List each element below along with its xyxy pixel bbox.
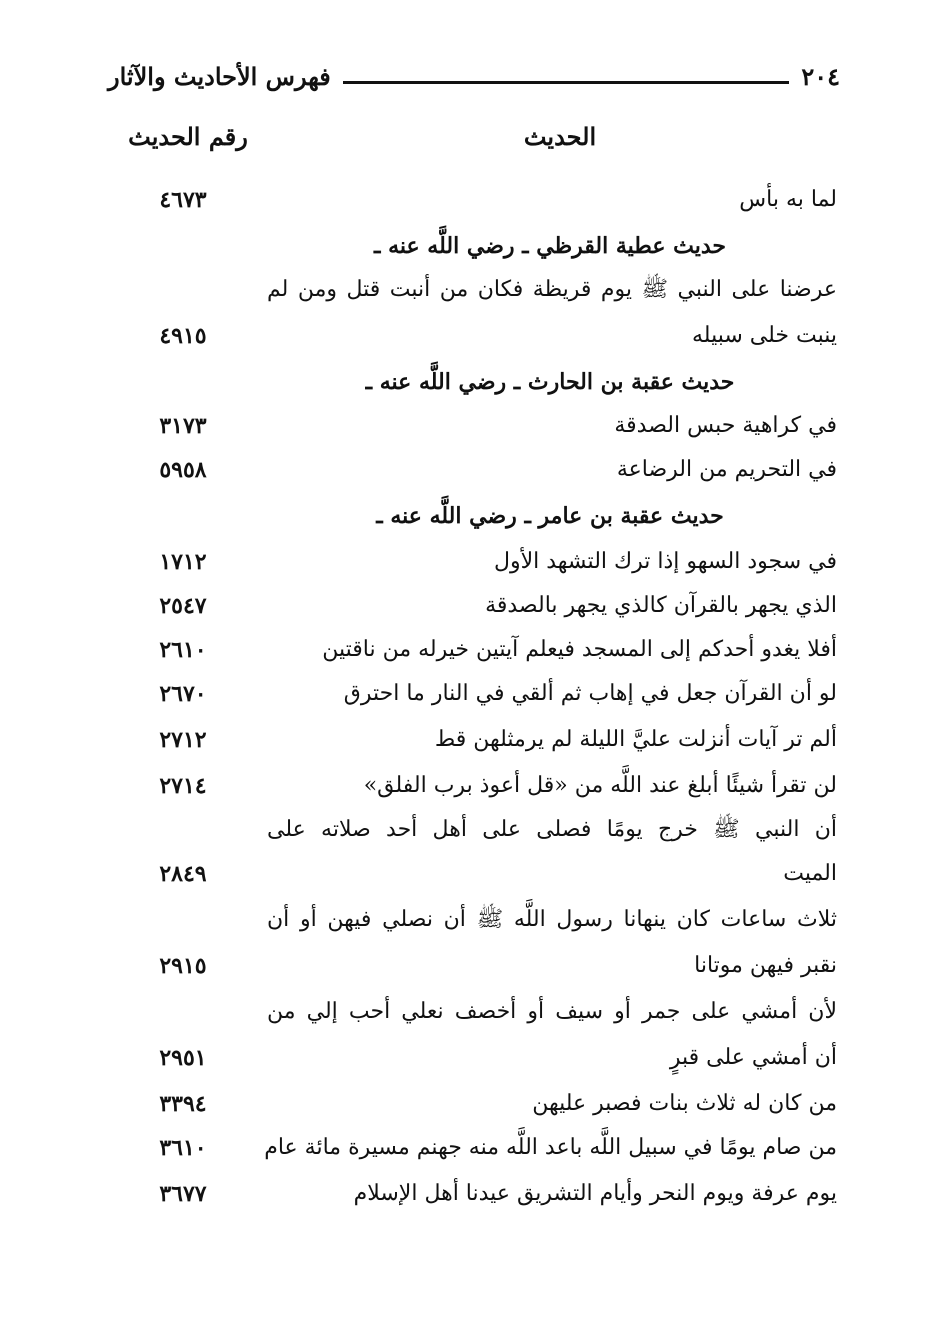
index-row [0,584,925,628]
index-row [0,628,925,672]
running-header [108,58,840,94]
hadith-number: ١٧١٢ [159,549,207,575]
hadith-text: ثلاث ساعات كان ينهانا رسول اللَّه ﷺ أن نصلي فيهن أو أن [267,907,837,932]
hadith-text: أن النبي ﷺ خرج يومًا فصلى على أهل أحد صلاته على [267,817,837,842]
index-row [0,764,925,808]
hadith-number: ٣٣٩٤ [159,1091,207,1117]
hadith-text: نقبر فيهن موتانا [694,953,837,978]
hadith-text: لن تقرأ شيئًا أبلغ عند اللَّه من «قل أعوذ برب الفلق» [363,773,837,798]
hadith-number: ٢٩٥١ [159,1045,207,1071]
index-row [0,672,925,716]
index-row [0,852,925,896]
index-row [0,448,925,492]
index-row [0,314,925,358]
index-row [0,944,925,988]
hadith-text: عرضنا على النبي ﷺ يوم قريظة فكان من أنبت قتل ومن لم [267,277,837,302]
index-row [0,178,925,222]
hadith-number: ٣١٧٣ [159,413,207,439]
hadith-text: ينبت خلى سبيله [692,323,837,348]
hadith-text: في سجود السهو إذا ترك التشهد الأول [493,549,837,574]
hadith-number: ٢٦٧٠ [159,681,207,707]
index-row [0,404,925,448]
hadith-number: ٢٧١٢ [159,727,207,753]
hadith-text: يوم عرفة ويوم النحر وأيام التشريق عيدنا أهل الإسلام [353,1181,837,1206]
hadith-text: أن أمشي على قبرٍ [669,1045,837,1070]
index-row [0,718,925,762]
hadith-text: من صام يومًا في سبيل اللَّه باعد اللَّه منه جهنم مسيرة مائة عام [264,1135,837,1160]
index-row [0,540,925,584]
hadith-text: لأن أمشي على جمر أو سيف أو أخصف نعلي أحب إلي من [267,999,837,1024]
page-number: ٢٠٤ [801,61,840,91]
section-heading: حديث عقبة بن الحارث ـ رضي اللَّه عنه ـ [365,369,735,395]
hadith-number: ٢٩١٥ [159,953,207,979]
hadith-text: من كان له ثلاث بنات فصبر عليهن [532,1091,837,1116]
column-header-hadith: الحديث [523,122,597,151]
hadith-text: الميت [783,861,837,886]
header-rule [343,81,790,84]
hadith-number: ٣٦١٠ [159,1135,207,1161]
index-row [0,898,925,942]
hadith-number: ٥٩٥٨ [159,457,207,483]
hadith-number: ٤٦٧٣ [159,187,207,213]
index-row [0,1036,925,1080]
hadith-text: لما به بأس [739,187,837,212]
index-row [0,1172,925,1216]
section-heading: حديث عطية القرظي ـ رضي اللَّه عنه ـ [373,233,726,259]
hadith-number: ٤٩١٥ [159,323,207,349]
hadith-text: في كراهية حبس الصدقة [614,413,837,438]
index-row [0,268,925,312]
hadith-number: ٢٦١٠ [159,637,207,663]
column-header-number: رقم الحديث [128,122,248,151]
index-row [0,1126,925,1170]
hadith-number: ٢٥٤٧ [159,593,207,619]
hadith-number: ٢٨٤٩ [159,861,207,887]
index-row [0,808,925,852]
index-row [0,1082,925,1126]
index-row [0,990,925,1034]
hadith-text: في التحريم من الرضاعة [616,457,837,482]
hadith-text: ألم تر آيات أنزلت عليَّ الليلة لم يرمثلهن قط [434,727,837,752]
hadith-text: أفلا يغدو أحدكم إلى المسجد فيعلم آيتين خيرله من ناقتين [322,637,837,662]
section-heading: حديث عقبة بن عامر ـ رضي اللَّه عنه ـ [376,503,724,529]
hadith-number: ٣٦٧٧ [159,1181,207,1207]
header-title: فهرس الأحاديث والآثار [108,61,331,91]
hadith-number: ٢٧١٤ [159,773,207,799]
hadith-text: الذي يجهر بالقرآن كالذي يجهر بالصدقة [485,593,837,618]
hadith-text: لو أن القرآن جعل في إهاب ثم ألقي في النار ما احترق [343,681,837,706]
